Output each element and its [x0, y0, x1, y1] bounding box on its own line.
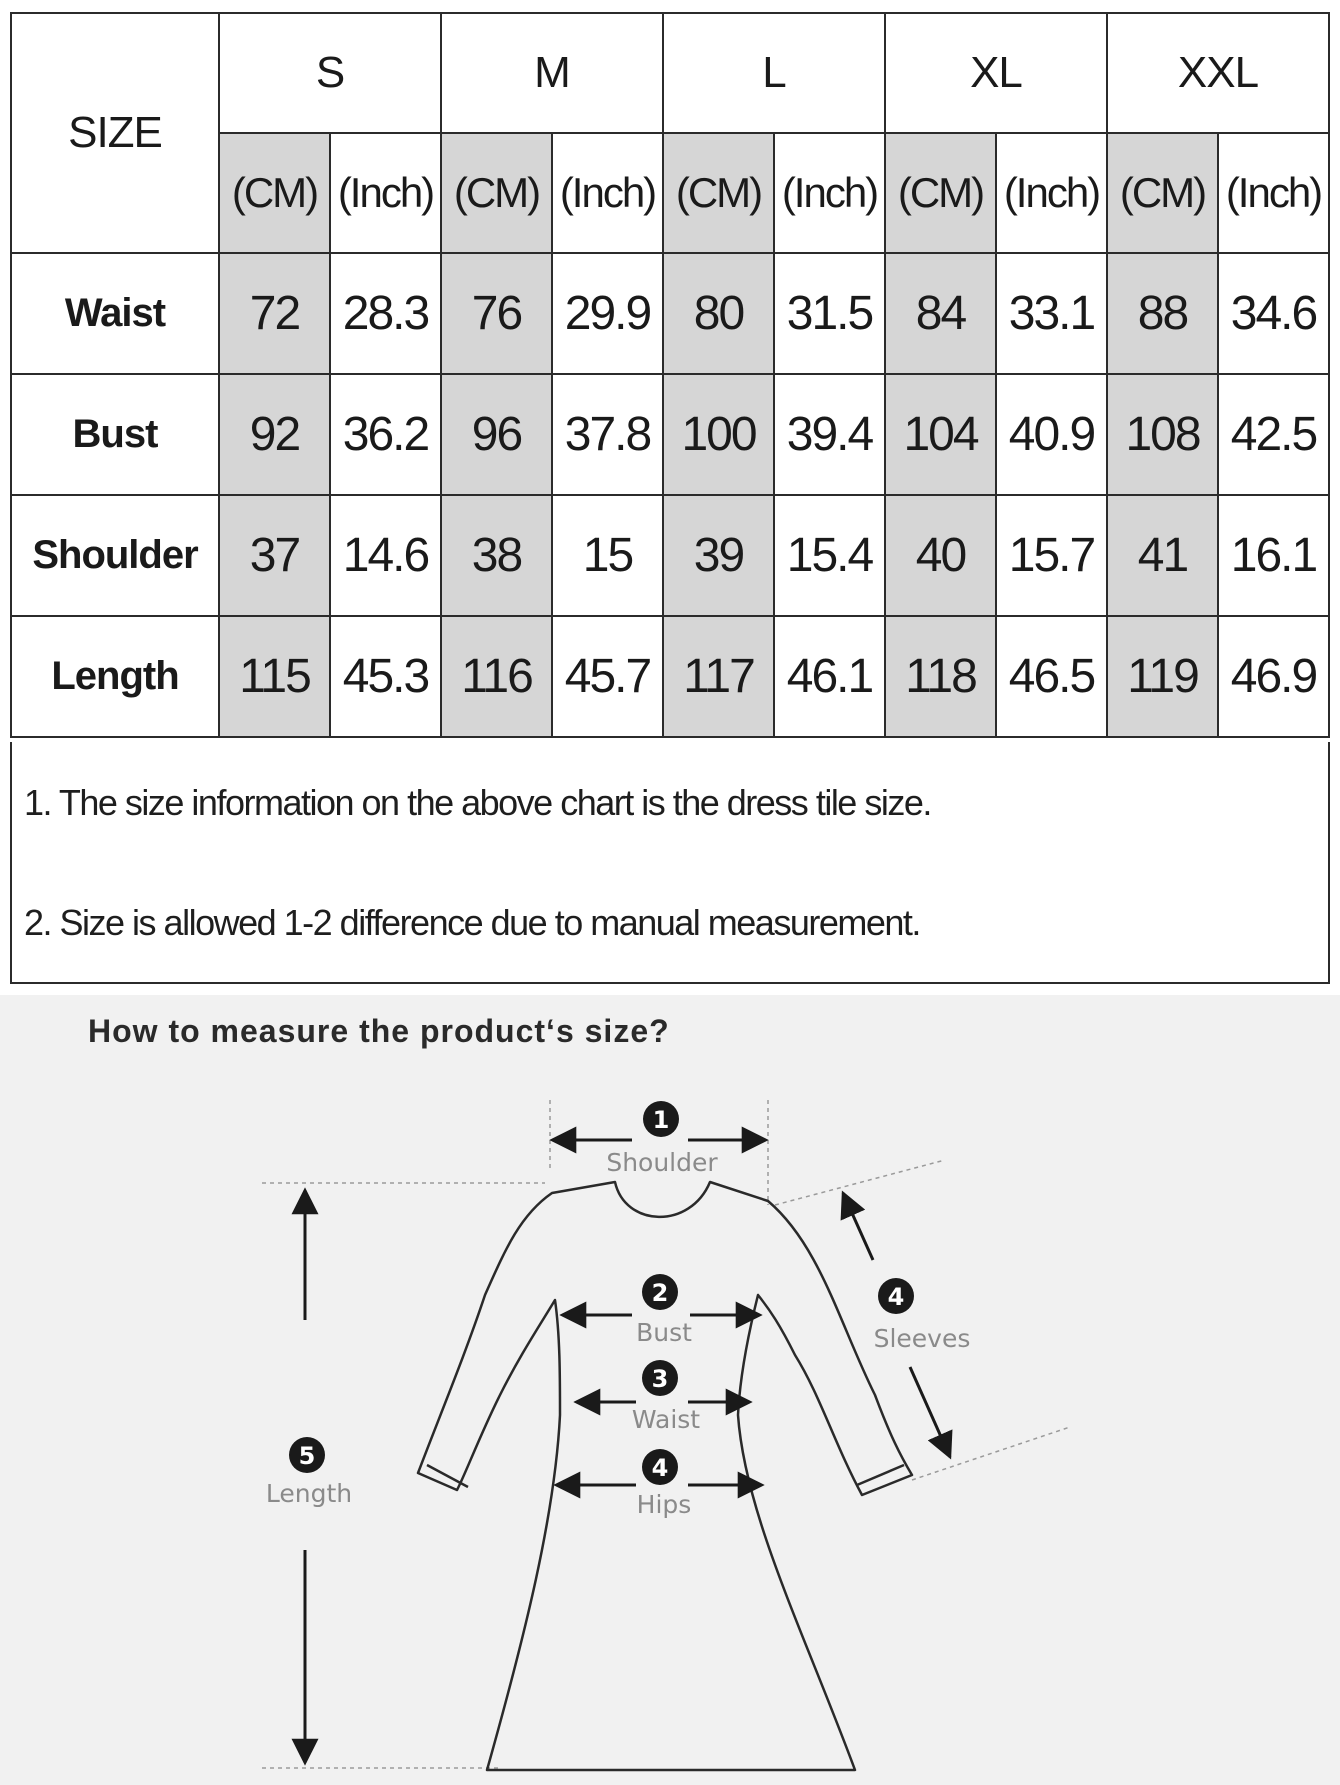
dress-diagram: [0, 995, 1340, 1785]
size-header-m: M: [441, 13, 663, 133]
cell-cm: 116: [441, 616, 552, 737]
unit-inch: (Inch): [774, 133, 885, 253]
badge-number: 3: [651, 1365, 669, 1393]
cell-inch: 39.4: [774, 374, 885, 495]
cell-inch: 42.5: [1218, 374, 1329, 495]
cell-cm: 104: [885, 374, 996, 495]
cell-inch: 45.3: [330, 616, 441, 737]
cell-inch: 14.6: [330, 495, 441, 616]
unit-inch: (Inch): [1218, 133, 1329, 253]
size-notes-box: [10, 742, 1330, 984]
label-sleeves: Sleeves: [873, 1324, 971, 1353]
table-row-length: [11, 616, 1329, 737]
label-length: Length: [265, 1479, 353, 1508]
label-shoulder: Shoulder: [606, 1148, 718, 1177]
cell-cm: 118: [885, 616, 996, 737]
row-label: Length: [11, 616, 219, 737]
cell-inch: 29.9: [552, 253, 663, 374]
table-row-waist: [11, 253, 1329, 374]
cell-cm: 108: [1107, 374, 1218, 495]
badge-number: 4: [651, 1454, 669, 1482]
size-header-row: [11, 13, 1329, 133]
table-row-bust: [11, 374, 1329, 495]
measure-arrows: [305, 1140, 950, 1763]
label-bust: Bust: [636, 1318, 692, 1347]
cell-inch: 33.1: [996, 253, 1107, 374]
label-waist: Waist: [631, 1405, 701, 1434]
cell-inch: 16.1: [1218, 495, 1329, 616]
size-header-s: S: [219, 13, 441, 133]
table-row-shoulder: [11, 495, 1329, 616]
unit-cm: (CM): [885, 133, 996, 253]
cell-inch: 46.5: [996, 616, 1107, 737]
cell-cm: 117: [663, 616, 774, 737]
unit-cm: (CM): [663, 133, 774, 253]
badge-number: 4: [887, 1283, 905, 1311]
measure-guide: [0, 995, 1340, 1785]
guide-dotted-lines: [262, 1100, 1070, 1768]
cell-cm: 39: [663, 495, 774, 616]
size-chart-table: [10, 12, 1330, 738]
cell-cm: 84: [885, 253, 996, 374]
cell-cm: 38: [441, 495, 552, 616]
cell-inch: 40.9: [996, 374, 1107, 495]
cell-cm: 40: [885, 495, 996, 616]
unit-cm: (CM): [441, 133, 552, 253]
cell-inch: 15: [552, 495, 663, 616]
guide-title: How to measure the product‘s size?: [88, 1013, 670, 1049]
cell-inch: 46.9: [1218, 616, 1329, 737]
size-header-xl: XL: [885, 13, 1107, 133]
cell-cm: 96: [441, 374, 552, 495]
measure-badges: [289, 1101, 914, 1485]
unit-inch: (Inch): [996, 133, 1107, 253]
cell-cm: 92: [219, 374, 330, 495]
cell-cm: 88: [1107, 253, 1218, 374]
cell-inch: 46.1: [774, 616, 885, 737]
unit-cm: (CM): [219, 133, 330, 253]
cell-inch: 37.8: [552, 374, 663, 495]
cell-cm: 37: [219, 495, 330, 616]
cell-cm: 76: [441, 253, 552, 374]
row-label: Waist: [11, 253, 219, 374]
measure-labels: [266, 1148, 971, 1519]
row-label: Bust: [11, 374, 219, 495]
size-corner-label: SIZE: [11, 13, 219, 253]
cell-inch: 28.3: [330, 253, 441, 374]
cell-cm: 41: [1107, 495, 1218, 616]
size-header-l: L: [663, 13, 885, 133]
cell-inch: 34.6: [1218, 253, 1329, 374]
cell-cm: 80: [663, 253, 774, 374]
unit-inch: (Inch): [552, 133, 663, 253]
badge-number: 2: [651, 1279, 669, 1307]
row-label: Shoulder: [11, 495, 219, 616]
cell-inch: 45.7: [552, 616, 663, 737]
unit-inch: (Inch): [330, 133, 441, 253]
note-1: 1. The size information on the above chart is the dress tile size.: [24, 782, 931, 823]
cell-cm: 72: [219, 253, 330, 374]
badge-number: 1: [652, 1106, 670, 1134]
cell-cm: 100: [663, 374, 774, 495]
cell-inch: 31.5: [774, 253, 885, 374]
unit-cm: (CM): [1107, 133, 1218, 253]
cell-inch: 36.2: [330, 374, 441, 495]
note-2: 2. Size is allowed 1-2 difference due to manual measurement.: [24, 902, 920, 943]
label-hips: Hips: [636, 1490, 692, 1519]
cell-inch: 15.7: [996, 495, 1107, 616]
size-header-xxl: XXL: [1107, 13, 1329, 133]
cell-cm: 115: [219, 616, 330, 737]
cell-cm: 119: [1107, 616, 1218, 737]
badge-number: 5: [298, 1442, 316, 1470]
cell-inch: 15.4: [774, 495, 885, 616]
